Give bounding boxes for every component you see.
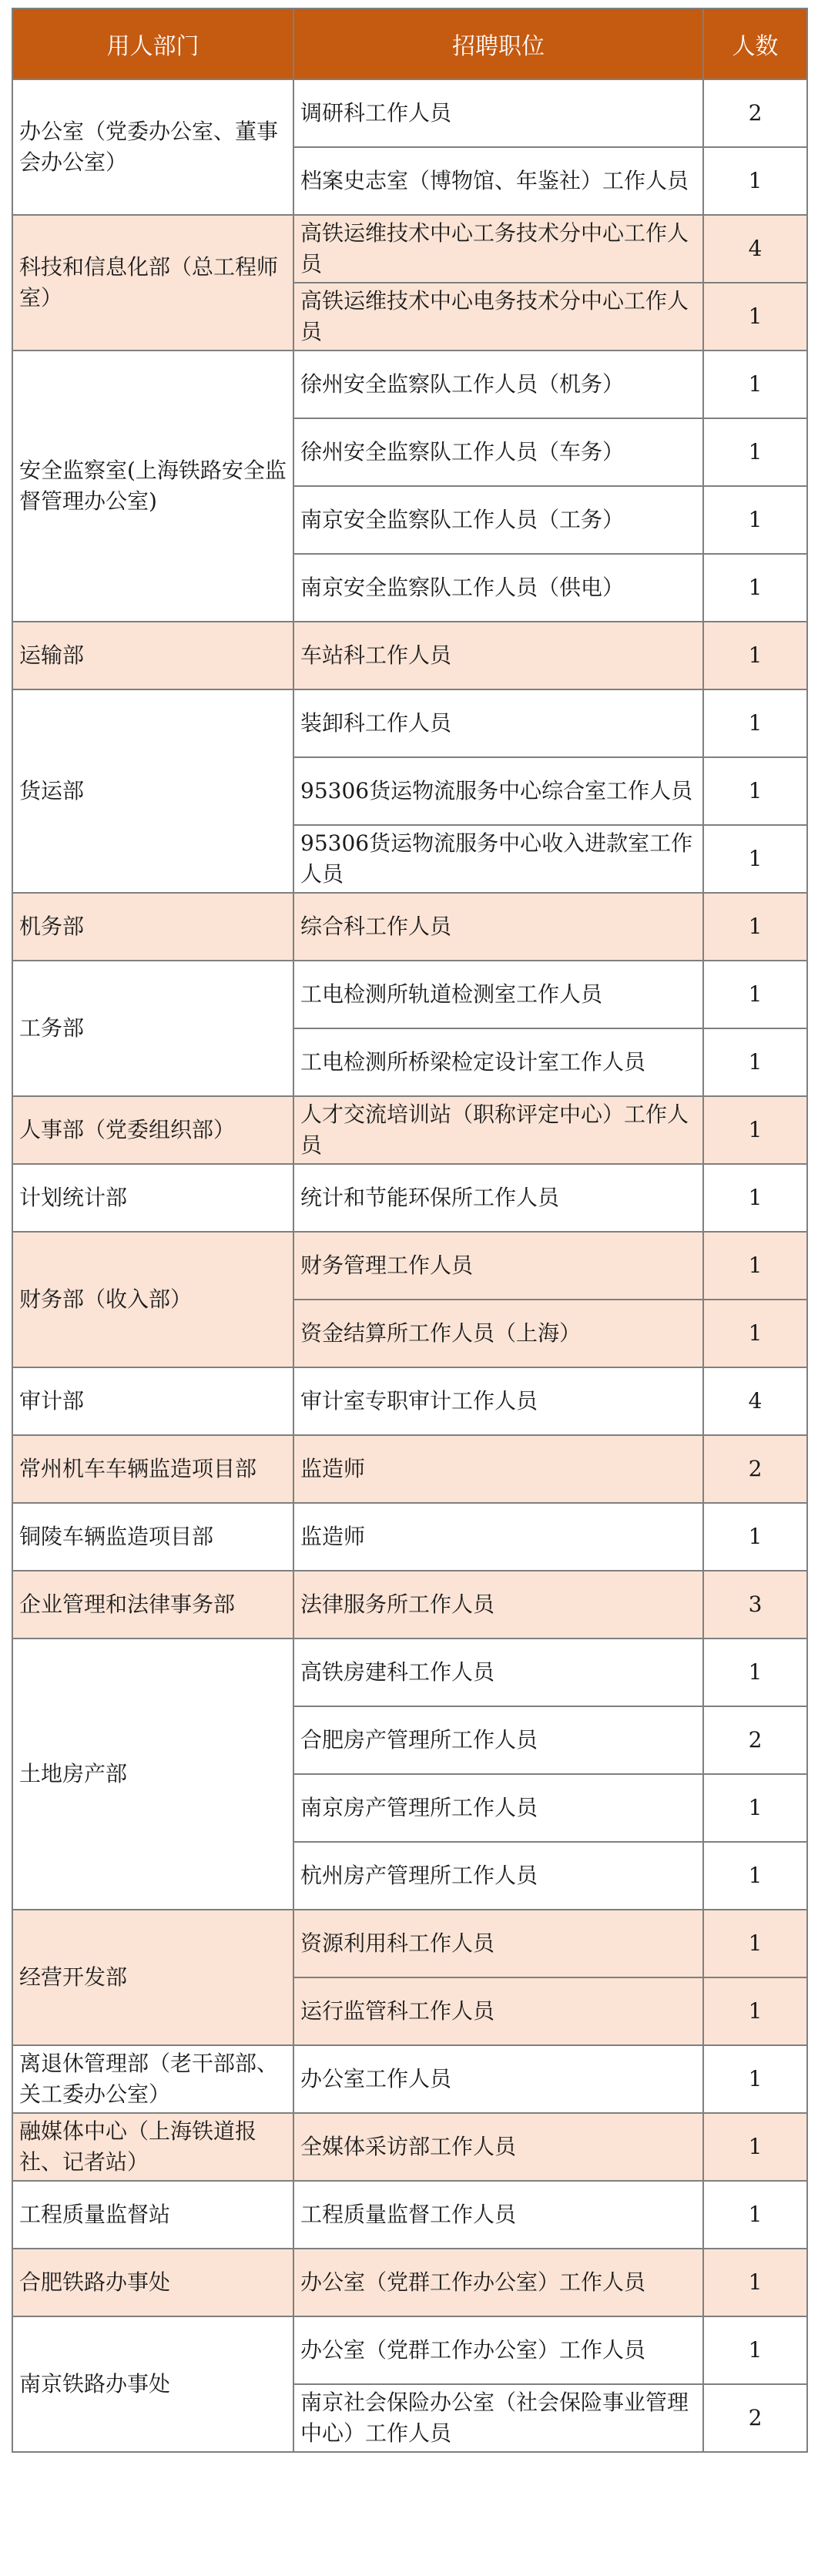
count-cell: 2 — [703, 79, 807, 147]
table-row — [12, 622, 807, 689]
dept-cell: 财务部（收入部） — [12, 1232, 293, 1367]
count-cell: 1 — [703, 2249, 807, 2316]
position-cell: 全媒体采访部工作人员 — [293, 2113, 703, 2181]
position-cell: 徐州安全监察队工作人员（车务） — [293, 418, 703, 486]
table-row — [12, 215, 807, 283]
count-cell: 1 — [703, 893, 807, 961]
header-dept: 用人部门 — [12, 8, 293, 79]
position-cell: 高铁房建科工作人员 — [293, 1639, 703, 1706]
dept-cell: 机务部 — [12, 893, 293, 961]
dept-cell: 科技和信息化部（总工程师室） — [12, 215, 293, 351]
table-row — [12, 1096, 807, 1164]
position-cell: 统计和节能环保所工作人员 — [293, 1164, 703, 1232]
recruitment-table — [12, 8, 808, 2453]
position-cell: 车站科工作人员 — [293, 622, 703, 689]
header-position: 招聘职位 — [293, 8, 703, 79]
position-cell: 监造师 — [293, 1503, 703, 1571]
position-cell: 杭州房产管理所工作人员 — [293, 1842, 703, 1910]
dept-cell: 融媒体中心（上海铁道报社、记者站） — [12, 2113, 293, 2181]
count-cell: 1 — [703, 1842, 807, 1910]
position-cell: 南京安全监察队工作人员（工务） — [293, 486, 703, 554]
count-cell: 1 — [703, 825, 807, 893]
dept-cell: 离退休管理部（老干部部、关工委办公室） — [12, 2045, 293, 2113]
position-cell: 综合科工作人员 — [293, 893, 703, 961]
count-cell: 1 — [703, 486, 807, 554]
count-cell: 1 — [703, 1910, 807, 1977]
dept-cell: 企业管理和法律事务部 — [12, 1571, 293, 1639]
position-cell: 财务管理工作人员 — [293, 1232, 703, 1300]
count-cell: 1 — [703, 1028, 807, 1096]
position-cell: 高铁运维技术中心电务技术分中心工作人员 — [293, 283, 703, 351]
dept-cell: 工务部 — [12, 961, 293, 1096]
count-cell: 4 — [703, 215, 807, 283]
count-cell: 1 — [703, 2316, 807, 2384]
position-cell: 资源利用科工作人员 — [293, 1910, 703, 1977]
position-cell: 监造师 — [293, 1435, 703, 1503]
dept-cell: 运输部 — [12, 622, 293, 689]
position-cell: 工电检测所轨道检测室工作人员 — [293, 961, 703, 1028]
position-cell: 装卸科工作人员 — [293, 689, 703, 757]
dept-cell: 办公室（党委办公室、董事会办公室） — [12, 79, 293, 215]
position-cell: 审计室专职审计工作人员 — [293, 1367, 703, 1435]
table-row — [12, 689, 807, 757]
position-cell: 工电检测所桥梁检定设计室工作人员 — [293, 1028, 703, 1096]
count-cell: 1 — [703, 1096, 807, 1164]
table-row — [12, 2249, 807, 2316]
position-cell: 资金结算所工作人员（上海） — [293, 1300, 703, 1367]
table-row — [12, 1571, 807, 1639]
count-cell: 1 — [703, 961, 807, 1028]
count-cell: 1 — [703, 1977, 807, 2045]
dept-cell: 工程质量监督站 — [12, 2181, 293, 2249]
count-cell: 1 — [703, 2113, 807, 2181]
dept-cell: 审计部 — [12, 1367, 293, 1435]
table-row — [12, 1503, 807, 1571]
position-cell: 运行监管科工作人员 — [293, 1977, 703, 2045]
count-cell: 1 — [703, 418, 807, 486]
count-cell: 3 — [703, 1571, 807, 1639]
table-row — [12, 351, 807, 418]
count-cell: 1 — [703, 1503, 807, 1571]
dept-cell: 经营开发部 — [12, 1910, 293, 2045]
table-row — [12, 2316, 807, 2384]
count-cell: 1 — [703, 351, 807, 418]
count-cell: 1 — [703, 622, 807, 689]
table-row — [12, 1367, 807, 1435]
count-cell: 1 — [703, 1164, 807, 1232]
dept-cell: 铜陵车辆监造项目部 — [12, 1503, 293, 1571]
count-cell: 1 — [703, 689, 807, 757]
table-row — [12, 893, 807, 961]
count-cell: 1 — [703, 2181, 807, 2249]
count-cell: 1 — [703, 757, 807, 825]
count-cell: 1 — [703, 2045, 807, 2113]
position-cell: 合肥房产管理所工作人员 — [293, 1706, 703, 1774]
position-cell: 办公室（党群工作办公室）工作人员 — [293, 2316, 703, 2384]
position-cell: 南京房产管理所工作人员 — [293, 1774, 703, 1842]
count-cell: 1 — [703, 554, 807, 622]
recruitment-table-container — [12, 8, 806, 2453]
table-row — [12, 2181, 807, 2249]
position-cell: 人才交流培训站（职称评定中心）工作人员 — [293, 1096, 703, 1164]
dept-cell: 南京铁路办事处 — [12, 2316, 293, 2452]
dept-cell: 常州机车车辆监造项目部 — [12, 1435, 293, 1503]
table-row — [12, 1910, 807, 1977]
table-row — [12, 961, 807, 1028]
dept-cell: 安全监察室(上海铁路安全监督管理办公室) — [12, 351, 293, 622]
table-body — [12, 79, 807, 2452]
count-cell: 1 — [703, 1232, 807, 1300]
count-cell: 1 — [703, 283, 807, 351]
table-row — [12, 1435, 807, 1503]
position-cell: 徐州安全监察队工作人员（机务） — [293, 351, 703, 418]
dept-cell: 人事部（党委组织部） — [12, 1096, 293, 1164]
position-cell: 办公室（党群工作办公室）工作人员 — [293, 2249, 703, 2316]
position-cell: 办公室工作人员 — [293, 2045, 703, 2113]
header-count: 人数 — [703, 8, 807, 79]
count-cell: 4 — [703, 1367, 807, 1435]
table-row — [12, 2045, 807, 2113]
table-row — [12, 79, 807, 147]
table-row — [12, 2113, 807, 2181]
count-cell: 2 — [703, 1435, 807, 1503]
position-cell: 工程质量监督工作人员 — [293, 2181, 703, 2249]
dept-cell: 货运部 — [12, 689, 293, 893]
position-cell: 95306货运物流服务中心综合室工作人员 — [293, 757, 703, 825]
count-cell: 2 — [703, 2384, 807, 2452]
count-cell: 2 — [703, 1706, 807, 1774]
position-cell: 南京安全监察队工作人员（供电） — [293, 554, 703, 622]
table-row — [12, 1232, 807, 1300]
count-cell: 1 — [703, 1774, 807, 1842]
position-cell: 档案史志室（博物馆、年鉴社）工作人员 — [293, 147, 703, 215]
position-cell: 高铁运维技术中心工务技术分中心工作人员 — [293, 215, 703, 283]
count-cell: 1 — [703, 1639, 807, 1706]
position-cell: 调研科工作人员 — [293, 79, 703, 147]
count-cell: 1 — [703, 147, 807, 215]
position-cell: 法律服务所工作人员 — [293, 1571, 703, 1639]
table-row — [12, 1639, 807, 1706]
position-cell: 南京社会保险办公室（社会保险事业管理中心）工作人员 — [293, 2384, 703, 2452]
table-row — [12, 1164, 807, 1232]
dept-cell: 合肥铁路办事处 — [12, 2249, 293, 2316]
dept-cell: 计划统计部 — [12, 1164, 293, 1232]
position-cell: 95306货运物流服务中心收入进款室工作人员 — [293, 825, 703, 893]
dept-cell: 土地房产部 — [12, 1639, 293, 1910]
table-header-row — [12, 8, 807, 79]
count-cell: 1 — [703, 1300, 807, 1367]
